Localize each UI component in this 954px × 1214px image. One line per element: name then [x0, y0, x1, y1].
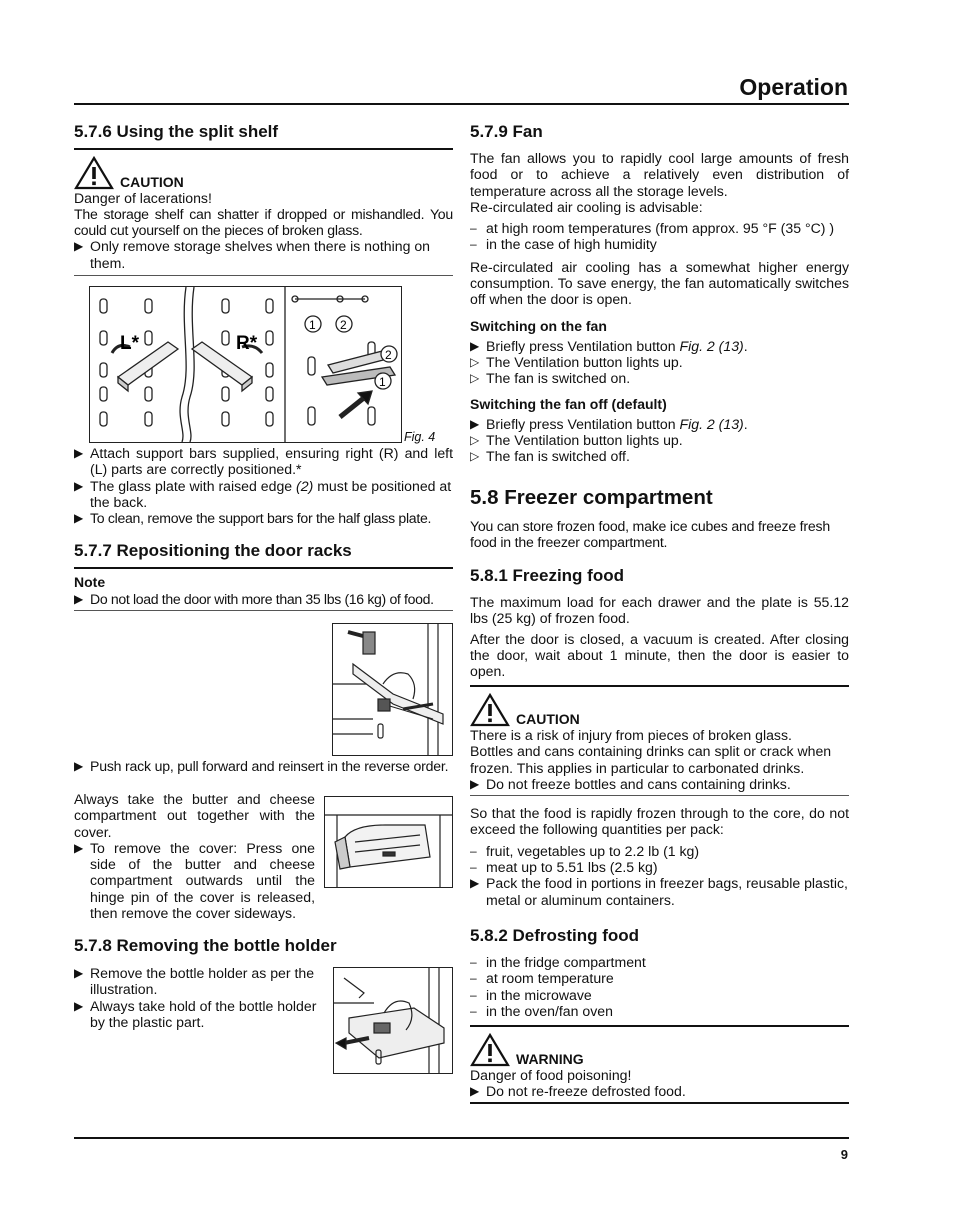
caution-header: [74, 156, 453, 190]
bottle-holder-instructions: [74, 965, 330, 1030]
paragraph: Always take the butter and cheese compartment out together with the cover.: [74, 791, 315, 840]
section-5-7-7: [74, 541, 453, 611]
result-item: ▷ The fan is switched off.: [470, 448, 630, 465]
callout-1: 1: [309, 318, 316, 332]
paragraph: So that the food is rapidly frozen through to the core, do not exceed the following quantities per pack:: [470, 805, 849, 838]
result-item: ▷ The Ventilation button lights up.: [470, 431, 683, 448]
dash-item: – fruit, vegetables up to 2.2 lb (1 kg): [470, 842, 700, 859]
section-5-8-1: [470, 566, 849, 908]
bullet-arrow-icon: ▶: [470, 416, 480, 431]
bullet-arrow-icon: ▶: [470, 338, 480, 353]
paragraph: Re-circulated air cooling has a somewhat higher energy consumption. To save energy, the fan automatically switches off when the door is open.: [470, 258, 849, 308]
section-5-7-9: [470, 122, 849, 464]
instruction-bullet: ▶ Remove the bottle holder as per the illustration.: [74, 965, 315, 998]
footer-rule: [74, 1137, 849, 1139]
bullet-arrow-icon: ▶: [74, 998, 84, 1013]
section-heading: 5.7.7 Repositioning the door racks: [74, 541, 352, 560]
note-bullet: ▶ Do not load the door with more than 35 lbs (16 kg) of food.: [74, 590, 434, 607]
bullet-arrow-icon: ▶: [470, 776, 480, 791]
instruction-bullet: ▶ To clean, remove the support bars for the half glass plate.: [74, 510, 432, 527]
divider: [74, 610, 453, 611]
bullet-arrow-icon: ▶: [74, 239, 84, 254]
divider: [74, 275, 453, 276]
section-heading: 5.8.2 Defrosting food: [470, 926, 640, 945]
dash-item: – in the oven/fan oven: [470, 1002, 613, 1019]
warning-header: [470, 1033, 849, 1067]
result-arrow-icon: ▷: [470, 371, 480, 386]
split-shelf-figure: [89, 286, 402, 443]
result-arrow-icon: ▷: [470, 354, 480, 369]
butter-cheese-text: [74, 791, 315, 921]
instruction-bullet: ▶ Briefly press Ventilation button Fig. 2 (13).: [470, 337, 748, 354]
divider: [74, 148, 453, 150]
bullet-arrow-icon: ▶: [74, 446, 84, 460]
door-rack-figure: [332, 623, 453, 756]
bullet-arrow-icon: ▶: [470, 1083, 480, 1098]
section-5-7-8: [74, 936, 453, 956]
instruction-bullet: ▶ Pack the food in portions in freezer bags, reusable plastic, metal or aluminum containers.: [470, 875, 848, 908]
section-5-8-2: [470, 926, 849, 1104]
paragraph: The fan allows you to rapidly cool large amounts of fresh food or to achieve a relatively even distribution of temperature across all the storage levels.: [470, 150, 849, 199]
note-label: Note: [74, 573, 106, 590]
paragraph: The maximum load for each drawer and the plate is 55.12 lbs (25 kg) of frozen food.: [470, 594, 849, 627]
section-heading: 5.7.9 Fan: [470, 122, 543, 141]
divider: [470, 795, 849, 796]
result-item: ▷ The Ventilation button lights up.: [470, 353, 683, 370]
warning-triangle-icon: [470, 1033, 510, 1067]
bullet-arrow-icon: ▶: [470, 876, 480, 891]
dash-item: – meat up to 5.51 lbs (2.5 kg): [470, 859, 658, 876]
bottle-holder-diagram: [334, 968, 452, 1073]
warning-bullet: ▶ Do not re-freeze defrosted food.: [470, 1082, 686, 1099]
paragraph: After the door is closed, a vacuum is created. After closing the door, wait about 1 minute, then the door is easier to open.: [470, 630, 849, 680]
bullet-arrow-icon: ▶: [74, 759, 84, 773]
caution-text: The storage shelf can shatter if dropped or mishandled. You could cut yourself on the pieces of broken glass.: [74, 205, 453, 239]
caution-text: There is a risk of injury from pieces of broken glass.: [470, 726, 792, 743]
caution-text: Bottles and cans containing drinks can split or crack when frozen. This applies in particular to carbonated drinks.: [470, 743, 832, 776]
callout-2: 2: [385, 348, 392, 362]
dash-item: – at room temperature: [470, 970, 614, 987]
dash-item: – at high room temperatures (from approx. 95 °F (35 °C) ): [470, 220, 835, 237]
warning-text: Danger of food poisoning!: [470, 1066, 632, 1083]
result-arrow-icon: ▷: [470, 449, 480, 464]
figure-caption: Fig. 4: [404, 430, 436, 444]
page-number: 9: [840, 1147, 848, 1162]
header-rule: [74, 103, 849, 105]
bullet-arrow-icon: ▶: [74, 966, 84, 980]
instruction-bullet: ▶ Attach support bars supplied, ensuring right (R) and left (L) parts are correctly positioned.*: [74, 445, 453, 478]
bottle-holder-figure: [333, 967, 453, 1074]
divider: [470, 1102, 849, 1104]
butter-compartment-figure: [324, 796, 453, 888]
instruction-bullet: ▶ Push rack up, pull forward and reinsert in the reverse order.: [74, 758, 449, 774]
caution-header: [470, 693, 849, 727]
instruction-bullet: ▶ Always take hold of the bottle holder by the plastic part.: [74, 997, 317, 1030]
callout-2: 2: [340, 318, 347, 332]
right-bar-label: R*: [236, 333, 258, 354]
page-header-title: Operation: [739, 74, 848, 100]
caution-bullet: ▶ Only remove storage shelves when there is nothing on them.: [74, 238, 431, 271]
section-heading: 5.8.1 Freezing food: [470, 566, 624, 585]
caution-label: CAUTION: [120, 173, 184, 190]
bullet-arrow-icon: ▶: [74, 591, 84, 606]
butter-compartment-diagram: [325, 797, 452, 887]
caution-text: Danger of lacerations!: [74, 189, 212, 206]
result-arrow-icon: ▷: [470, 432, 480, 447]
subheading: Switching the fan off (default): [470, 395, 667, 412]
left-bar-label: L*: [120, 333, 139, 354]
result-item: ▷ The fan is switched on.: [470, 370, 631, 387]
instruction-bullet: ▶ To remove the cover: Press one side of the butter and cheese compartment outwards until the hinge pin of the cover is released, then remove the cover sideways.: [74, 839, 315, 922]
section-5-7-6: [74, 122, 453, 276]
divider: [470, 685, 849, 687]
divider: [74, 567, 453, 569]
door-rack-diagram: [333, 624, 452, 755]
instruction-bullet: ▶ Briefly press Ventilation button Fig. 2 (13).: [470, 415, 748, 432]
section-heading: 5.7.8 Removing the bottle holder: [74, 936, 337, 955]
caution-bullet: ▶ Do not freeze bottles and cans containing drinks.: [470, 775, 791, 792]
dash-item: – in the fridge compartment: [470, 954, 646, 970]
divider: [470, 1025, 849, 1027]
dash-item: – in the microwave: [470, 986, 592, 1003]
caution-label: CAUTION: [516, 710, 580, 727]
bullet-arrow-icon: ▶: [74, 511, 84, 526]
callout-1: 1: [379, 375, 386, 389]
dash-item: – in the case of high humidity: [470, 236, 657, 253]
paragraph: You can store frozen food, make ice cubes and freeze fresh food in the freezer compartment.: [470, 518, 831, 551]
section-heading: 5.7.6 Using the split shelf: [74, 122, 279, 141]
warning-triangle-icon: [74, 156, 114, 190]
section-5-8: [470, 486, 849, 551]
bullet-arrow-icon: ▶: [74, 478, 84, 493]
warning-label: WARNING: [516, 1050, 584, 1067]
warning-triangle-icon: [470, 693, 510, 727]
section-heading: 5.8 Freezer compartment: [470, 486, 713, 509]
instruction-bullet: ▶ The glass plate with raised edge (2) must be positioned at the back.: [74, 477, 452, 510]
bullet-arrow-icon: ▶: [74, 840, 84, 855]
shelf-support-bars-diagram: [90, 287, 401, 442]
shelf-instructions: [74, 445, 453, 526]
rack-instructions: [74, 758, 453, 774]
subheading: Switching on the fan: [470, 317, 607, 334]
paragraph: Re-circulated air cooling is advisable:: [470, 198, 703, 215]
